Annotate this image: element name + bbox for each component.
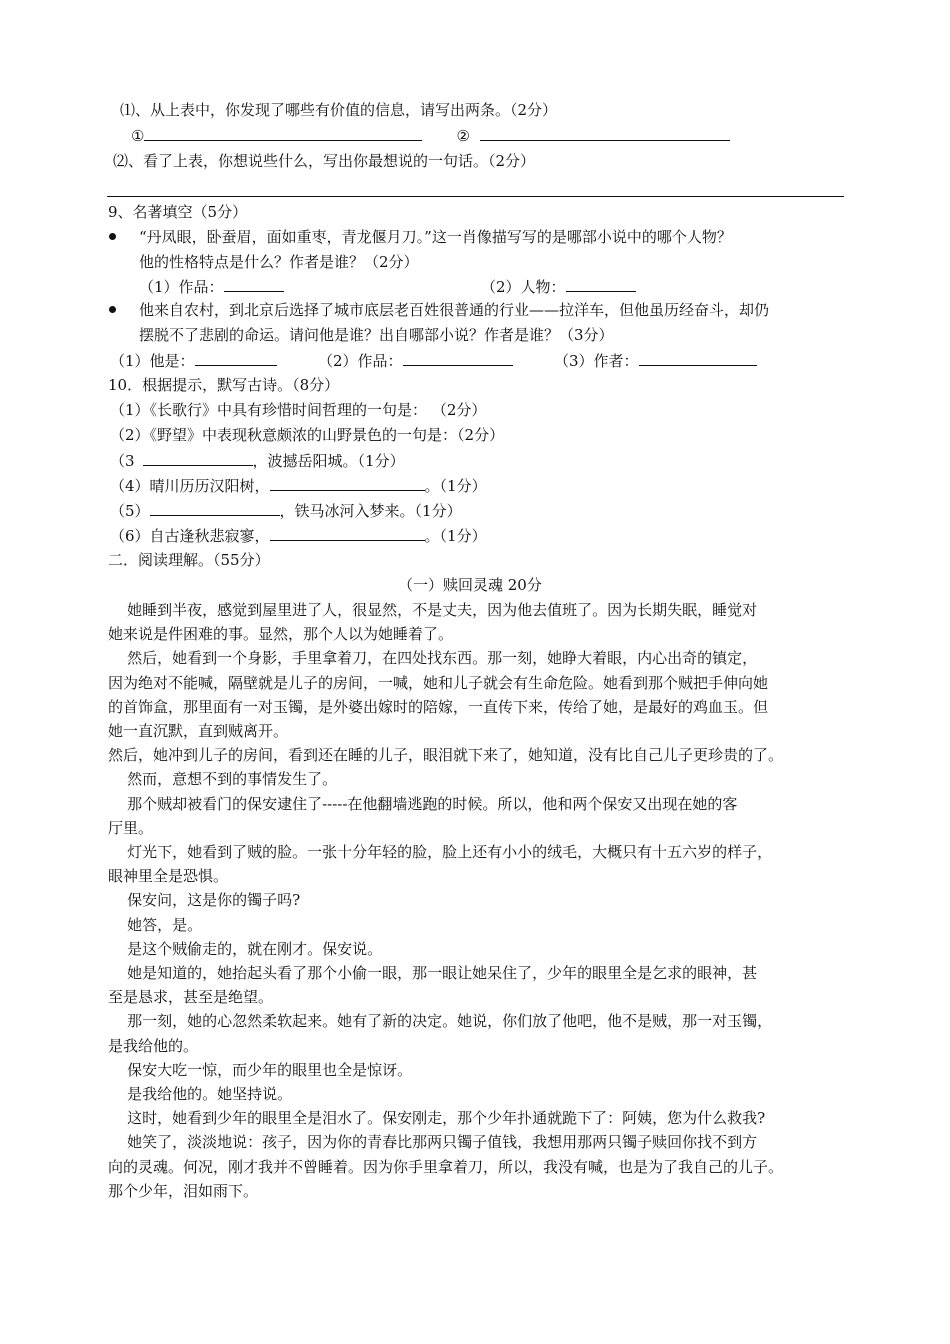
passage-line: 至是恳求，甚至是绝望。 — [108, 988, 274, 1007]
answer-blank-2[interactable] — [480, 125, 730, 141]
passage-line: 她来说是件困难的事。显然，那个人以为她睡着了。 — [108, 625, 454, 644]
bullet-icon — [109, 233, 116, 240]
q9-b2-line1: 他来自农村，到北京后选择了城市底层老百姓很普通的行业——拉洋车，但他虽历经奋斗，却仍 — [139, 301, 770, 319]
q9-title: 9、名著填空（5分） — [108, 203, 248, 221]
q10-line3-suffix: ，波撼岳阳城。（1分） — [252, 452, 405, 470]
poem-blank-4[interactable] — [270, 475, 425, 491]
q9-b2-work-row — [318, 350, 513, 371]
q8-sub2: ⑵、看了上表，你想说些什么，写出你最想说的一句话。（2分） — [113, 152, 536, 170]
q9-b2-he-row — [110, 350, 277, 371]
person-blank[interactable] — [566, 276, 636, 292]
q10-line3 — [110, 450, 405, 471]
passage-line: 然而，意想不到的事情发生了。 — [108, 770, 338, 789]
q10-title: 10．根据提示，默写古诗。（8分） — [108, 376, 340, 394]
q10-line5 — [110, 500, 462, 521]
passage-line: 厅里。 — [108, 818, 154, 837]
passage-line: 那个少年，泪如雨下。 — [108, 1181, 259, 1200]
passage-line: 向的灵魂。何况，刚才我并不曾睡着。因为你手里拿着刀，所以，我没有喊，也是为了我自己的儿子。 — [108, 1157, 784, 1176]
q9-b2-line2: 摆脱不了悲剧的命运。请问他是谁？出自哪部小说？作者是谁？（3分） — [139, 326, 614, 344]
passage-line: 保安问，这是你的镯子吗? — [108, 891, 301, 910]
passage-line: 灯光下，她看到了贼的脸。一张十分年轻的脸，脸上还有小小的绒毛，大概只有十五六岁的样子， — [108, 843, 773, 861]
poem-blank-6[interactable] — [270, 525, 425, 541]
answer-line[interactable] — [107, 196, 844, 197]
passage-title: （一）赎回灵魂 20分 — [398, 576, 542, 594]
passage-line: 那一刻，她的心忽然柔软起来。她有了新的决定。她说，你们放了他吧，他不是贼，那一对玉镯， — [108, 1012, 773, 1031]
passage-line: 她答，是。 — [108, 915, 203, 934]
q10-line4-suffix: 。（1分） — [424, 477, 487, 495]
q10-line4 — [110, 475, 487, 496]
poem-blank-5[interactable] — [150, 500, 280, 516]
answer-blank-1[interactable] — [144, 125, 422, 141]
passage-line: 是我给他的。她坚持说。 — [108, 1085, 293, 1103]
q9-b1-line1: “丹凤眼，卧蚕眉，面如重枣，青龙偃月刀。”这一肖像描写写的是哪部小说中的哪个人物？ — [139, 228, 732, 246]
q10-line5-prefix: （5） — [110, 502, 150, 520]
section2-title: 二．阅读理解。（55分） — [108, 551, 270, 569]
q8-answer-row — [131, 125, 730, 146]
q10-line4-prefix: （4）晴川历历汉阳树， — [110, 477, 270, 495]
q9-b2-author-row — [554, 350, 757, 371]
passage-line: 然后，她看到一个身影，手里拿着刀，在四处找东西。那一刻，她睁大着眼，内心出奇的镇定， — [108, 649, 758, 668]
q9-b1-person-row — [481, 276, 636, 297]
q10-line6-suffix: 。（1分） — [424, 527, 487, 545]
work-blank[interactable] — [224, 276, 284, 292]
work-blank[interactable] — [403, 350, 513, 366]
passage-line: 她睡到半夜，感觉到屋里进了人，很显然，不是丈夫，因为他去值班了。因为长期失眠，睡觉对 — [108, 601, 758, 619]
circled-two: ② — [456, 127, 470, 145]
passage-line: 她笑了，淡淡地说：孩子，因为你的青春比那两只镯子值钱，我想用那两只镯子赎回你找不到方 — [108, 1133, 758, 1152]
passage-line: 保安大吃一惊，而少年的眼里也全是惊讶。 — [108, 1060, 413, 1079]
he-blank[interactable] — [195, 350, 277, 366]
q10-line6-prefix: （6）自古逢秋悲寂寥， — [110, 527, 270, 545]
circled-one: ① — [131, 127, 145, 145]
passage-line: 因为绝对不能喊，隔壁就是儿子的房间，一喊，她和儿子就会有生命危险。她看到那个贼把手伸向她 — [108, 673, 769, 692]
author-label: （3）作者： — [554, 352, 639, 370]
he-label: （1）他是： — [110, 352, 195, 370]
passage-line: 是这个贼偷走的，就在刚才。保安说。 — [108, 939, 383, 958]
work-label: （2）作品： — [318, 352, 403, 370]
person-label: （2）人物： — [481, 278, 566, 296]
passage-line: 那个贼却被看门的保安逮住了-----在他翻墙逃跑的时候。所以，他和两个保安又出现在她的客 — [108, 794, 738, 813]
author-blank[interactable] — [639, 350, 757, 366]
passage-line: 眼神里全是恐惧。 — [108, 867, 229, 886]
q10-line3-prefix: （3 — [110, 452, 135, 470]
poem-blank-3[interactable] — [143, 450, 253, 466]
q9-b1-work-row — [139, 276, 284, 297]
q10-line1: （1）《长歌行》中具有珍惜时间哲理的一句是： （2分） — [110, 401, 487, 419]
q8-sub1: ⑴、从上表中，你发现了哪些有价值的信息，请写出两条。（2分） — [120, 101, 558, 119]
q9-b1-line2: 他的性格特点是什么？作者是谁？（2分） — [139, 253, 419, 271]
passage-line: 然后，她冲到儿子的房间，看到还在睡的儿子，眼泪就下来了，她知道，没有比自己儿子更珍贵的了。 — [108, 746, 784, 765]
q10-line2: （2）《野望》中表现秋意颇浓的山野景色的一句是：（2分） — [110, 426, 505, 444]
passage-line: 的首饰盒，那里面有一对玉镯，是外婆出嫁时的陪嫁，一直传下来，传给了她，是最好的鸡血玉。但 — [108, 697, 769, 716]
q10-line6 — [110, 525, 487, 546]
passage-line: 这时，她看到少年的眼里全是泪水了。保安刚走，那个少年扑通就跪下了：阿姨，您为什么救我? — [108, 1109, 766, 1128]
bullet-icon — [109, 306, 116, 313]
work-label: （1）作品： — [139, 278, 224, 296]
passage-line: 她一直沉默，直到贼离开。 — [108, 722, 289, 740]
q10-line5-suffix: ，铁马冰河入梦来。（1分） — [279, 502, 462, 520]
passage-line: 她是知道的，她抬起头看了那个小偷一眼，那一眼让她呆住了，少年的眼里全是乞求的眼神，甚 — [108, 964, 758, 982]
passage-line: 是我给他的。 — [108, 1036, 199, 1055]
